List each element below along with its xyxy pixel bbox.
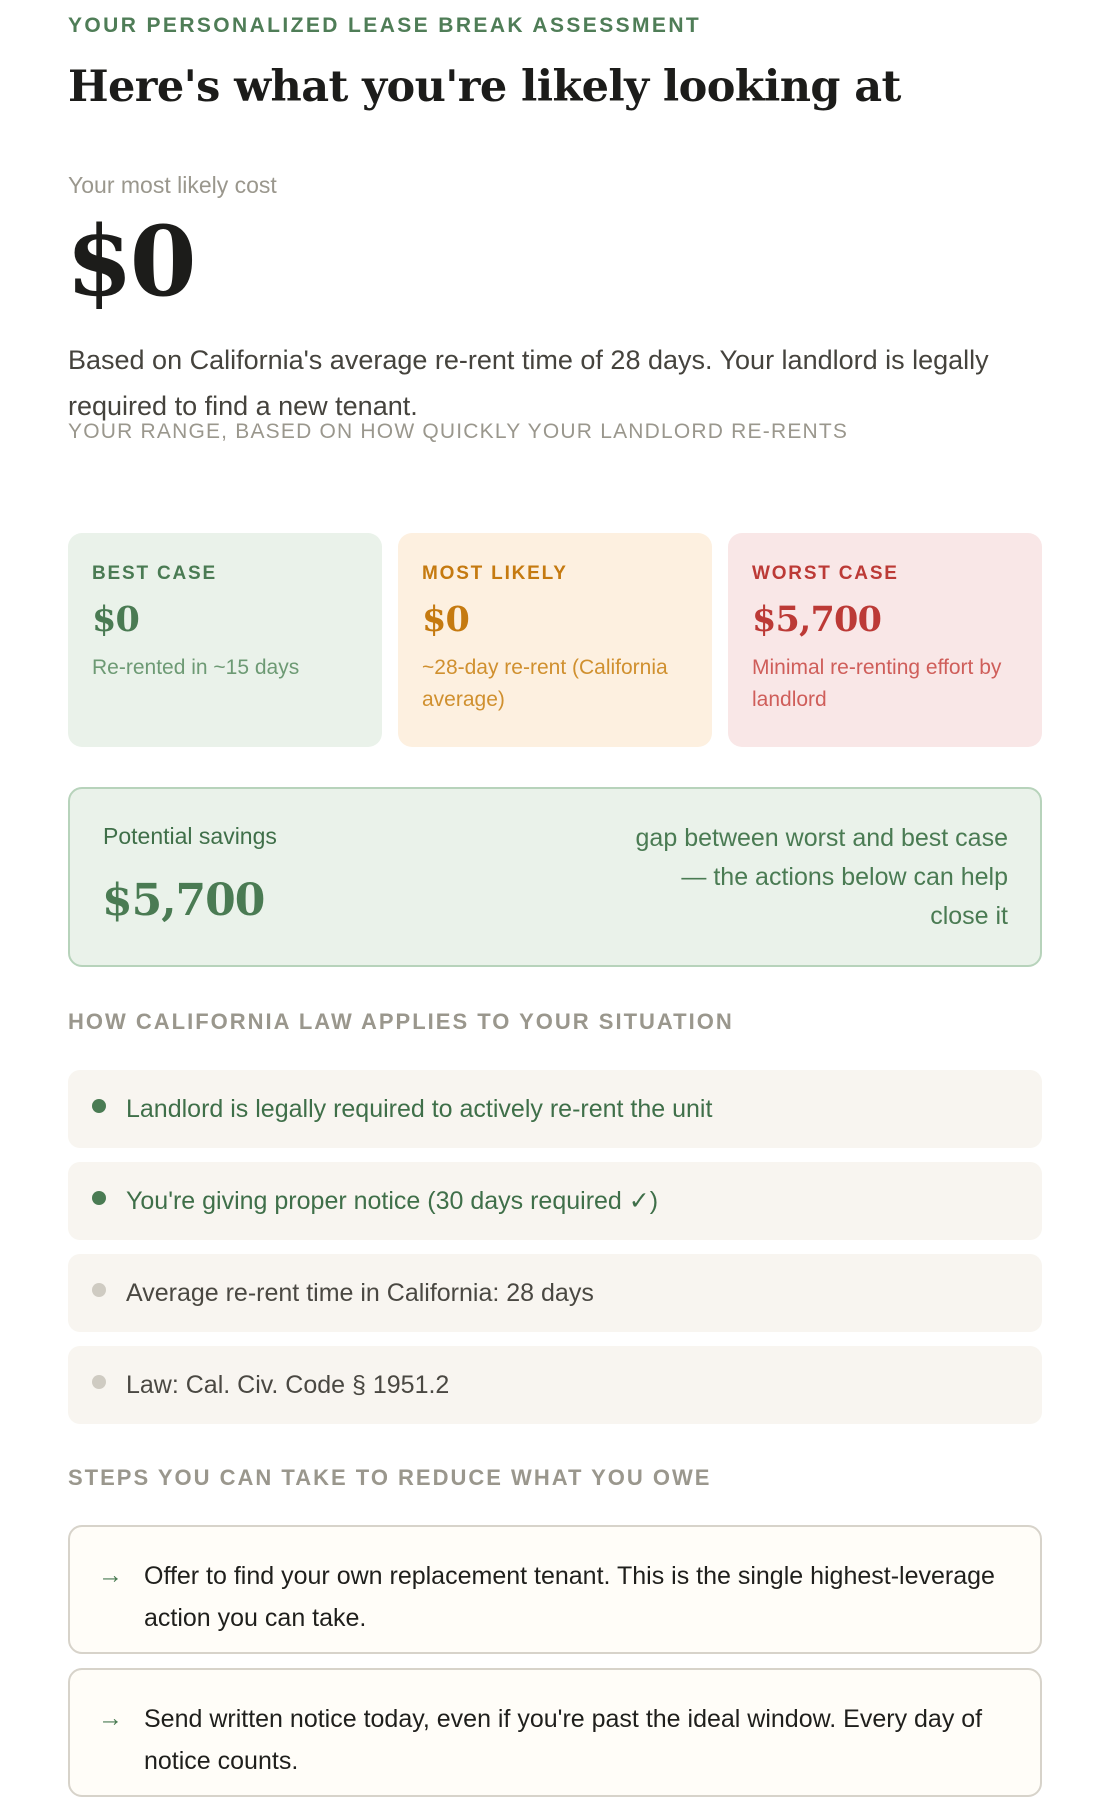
list-item — [68, 1162, 1042, 1240]
savings-note: gap between worst and best case — the actions below can help close it — [635, 824, 1008, 930]
arrow-right-icon: → — [98, 1704, 123, 1732]
fact-text: Landlord is legally required to actively re-rent the unit — [126, 1095, 713, 1123]
likely-cost-value: $0 — [66, 205, 194, 318]
most-likely-label: MOST LIKELY — [422, 563, 568, 584]
list-item — [68, 1254, 1042, 1332]
fact-text: Law: Cal. Civ. Code § 1951.2 — [126, 1371, 450, 1399]
worst-case-label: WORST CASE — [752, 563, 899, 584]
status-dot-icon — [92, 1191, 106, 1205]
best-case-value: $0 — [92, 599, 140, 640]
range-cards — [68, 533, 1042, 747]
action-step[interactable] — [68, 1668, 1042, 1797]
potential-savings-panel — [68, 787, 1042, 967]
most-likely-card — [398, 533, 712, 747]
savings-label: Potential savings — [103, 823, 277, 849]
step-text: Offer to find your own replacement tenant. This is the single highest-leverage action you can take. — [144, 1562, 995, 1632]
list-item — [68, 1070, 1042, 1148]
range-section-label: YOUR RANGE, BASED ON HOW QUICKLY YOUR LANDLORD RE-RENTS — [68, 420, 849, 443]
status-dot-icon — [92, 1375, 106, 1389]
steps-section-label: STEPS YOU CAN TAKE TO REDUCE WHAT YOU OWE — [68, 1465, 712, 1490]
best-case-card — [68, 533, 382, 747]
worst-case-description: Minimal re-renting effort by landlord — [752, 655, 1002, 711]
page-title: Here's what you're likely looking at — [68, 62, 901, 112]
most-likely-value: $0 — [422, 599, 470, 640]
arrow-right-icon: → — [98, 1561, 123, 1589]
assessment-eyebrow: YOUR PERSONALIZED LEASE BREAK ASSESSMENT — [68, 14, 702, 37]
most-likely-description: ~28-day re-rent (California average) — [422, 655, 668, 711]
action-step[interactable] — [68, 1525, 1042, 1654]
worst-case-value: $5,700 — [752, 599, 882, 640]
best-case-label: BEST CASE — [92, 563, 217, 584]
savings-value: $5,700 — [102, 875, 265, 926]
worst-case-card — [728, 533, 1042, 747]
step-text: Send written notice today, even if you're past the ideal window. Every day of notice counts. — [144, 1705, 983, 1775]
law-section-label: HOW CALIFORNIA LAW APPLIES TO YOUR SITUATION — [68, 1009, 734, 1034]
status-dot-icon — [92, 1099, 106, 1113]
fact-text: You're giving proper notice (30 days required ✓) — [126, 1187, 659, 1215]
likely-cost-label: Your most likely cost — [68, 172, 277, 198]
list-item — [68, 1346, 1042, 1424]
cost-explanation: Based on California's average re-rent time of 28 days. Your landlord is legally required to find a new tenant. — [68, 345, 989, 421]
fact-text: Average re-rent time in California: 28 days — [126, 1279, 594, 1307]
status-dot-icon — [92, 1283, 106, 1297]
best-case-description: Re-rented in ~15 days — [92, 655, 300, 679]
